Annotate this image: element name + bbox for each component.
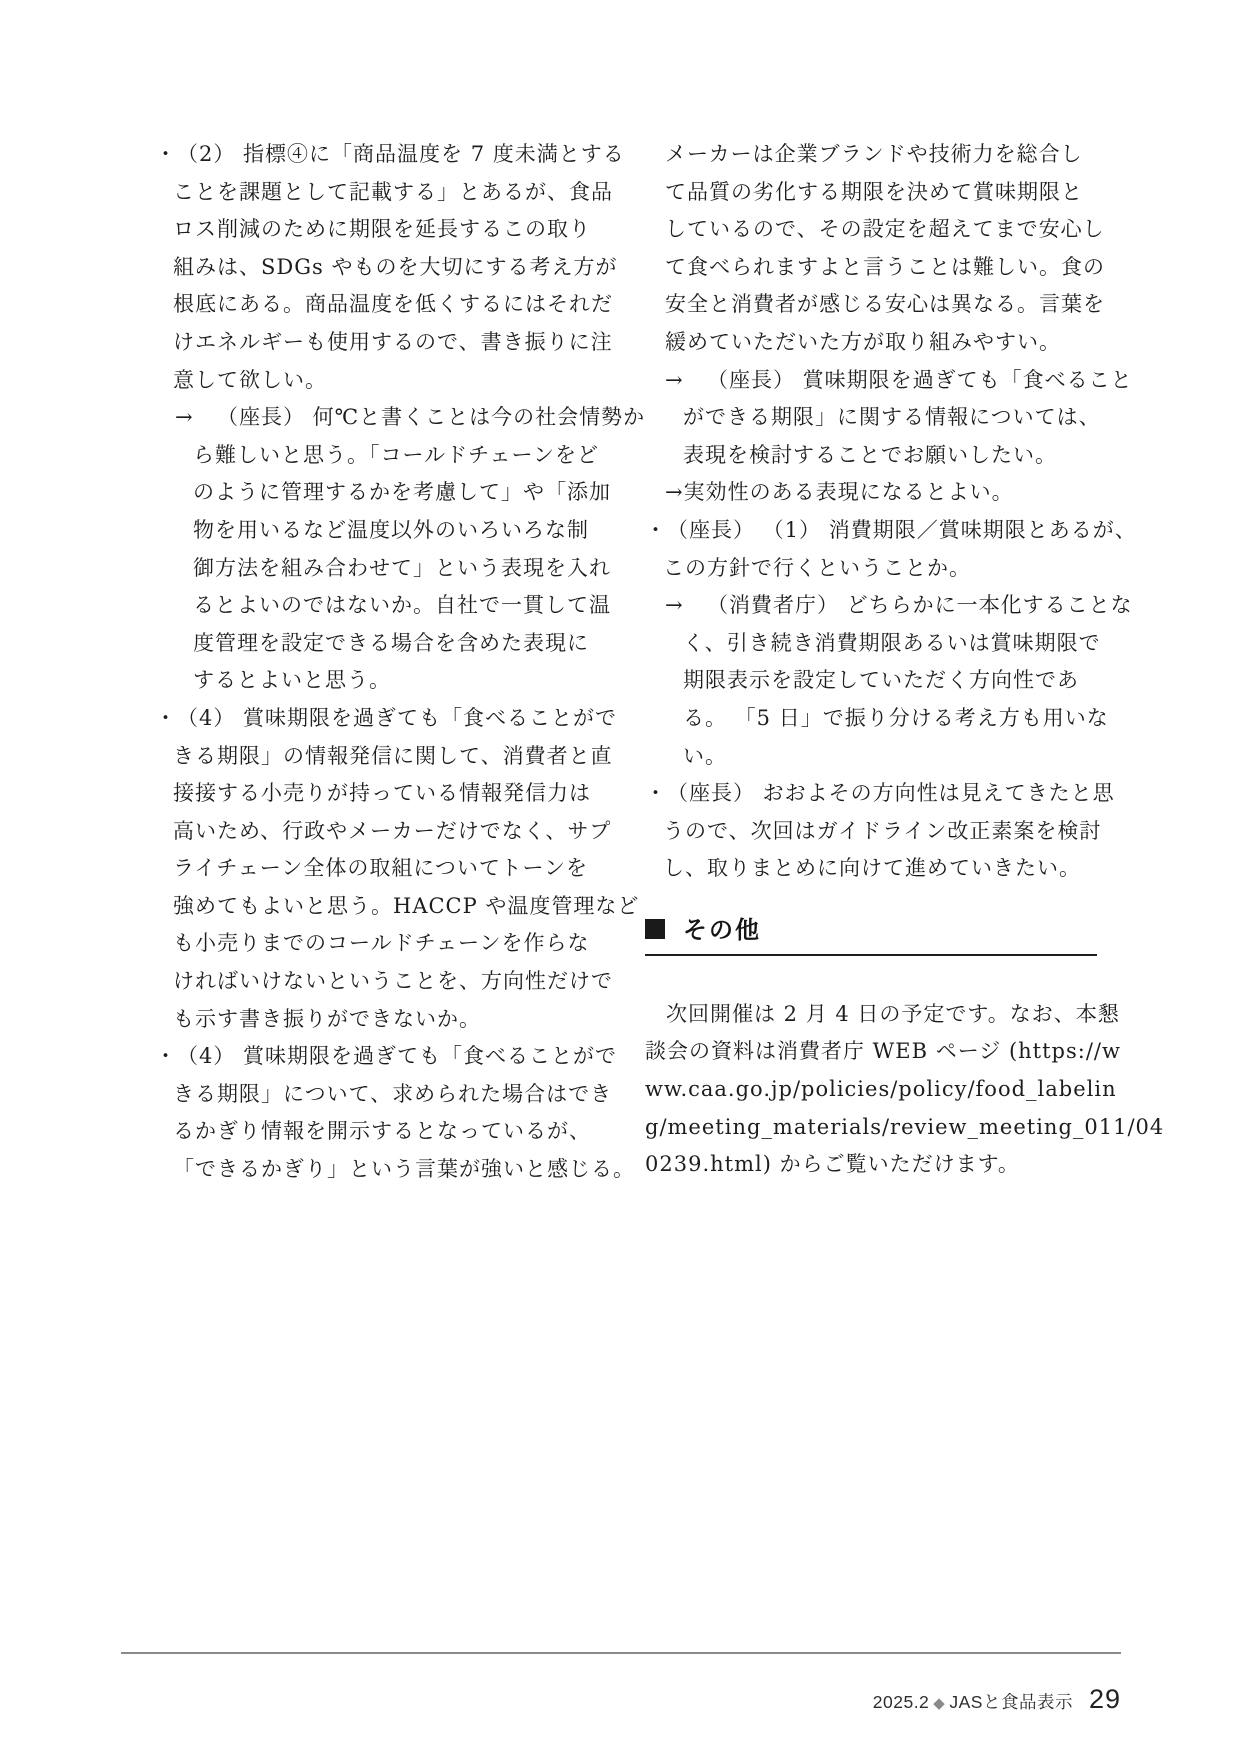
text-line: のように管理するかを考慮して」や「添加 <box>193 480 611 505</box>
text-line: ライチェーン全体の取組についてトーンを <box>173 856 589 881</box>
text-line: 次回開催は 2 月 4 日の予定です。なお、本懇 <box>666 1001 1120 1026</box>
text-column-left <box>155 136 646 1189</box>
arrow-marker: → <box>665 593 684 618</box>
text-line: 組みは、SDGs やものを大切にする考え方が <box>173 254 618 279</box>
text-block-plain <box>645 136 1105 362</box>
text-block-arrow <box>155 399 646 700</box>
text-line: 根底にある。商品温度を低くするにはそれだ <box>173 292 613 317</box>
text-line: 御方法を組み合わせて」という表現を入れ <box>193 555 611 580</box>
text-line: も示す書き振りができないか。 <box>173 1006 481 1031</box>
text-line: メーカーは企業ブランドや技術力を総合し <box>665 142 1083 166</box>
text-line: ww.caa.go.jp/policies/policy/food_labelin <box>645 1077 1117 1102</box>
text-line: この方針で行くということか。 <box>663 555 971 580</box>
text-line: ・（座長） おおよその方向性は見えてきたと思 <box>645 775 1097 813</box>
text-line: ・（座長） （1） 消費期限／賞味期限とあるが、 <box>645 512 1097 550</box>
diamond-icon: ◆ <box>933 1695 946 1712</box>
text-line: 安全と消費者が感じる安心は異なる。言葉を <box>665 292 1105 317</box>
section-heading-label: その他 <box>683 916 761 944</box>
bullet-marker: ・ <box>645 517 667 542</box>
text-line: 意して欲しい。 <box>173 367 327 392</box>
bullet-marker: ・ <box>155 705 177 730</box>
text-line: g/meeting_materials/review_meeting_011/04 <box>645 1114 1165 1139</box>
arrow-marker: → <box>665 367 684 392</box>
text-block-bullet <box>645 512 1137 587</box>
text-line: るとよいのではないか。自社で一貫して温 <box>193 593 611 618</box>
text-line: 強めてもよいと思う。HACCP や温度管理など <box>173 893 640 918</box>
text-block-bullet <box>155 700 640 1038</box>
text-line: ければいけないということを、方向性だけで <box>173 969 613 994</box>
text-line: て品質の劣化する期限を決めて賞味期限と <box>665 179 1083 204</box>
text-line: 緩めていただいた方が取り組みやすい。 <box>665 329 1061 354</box>
page-footer <box>873 1684 1121 1715</box>
text-line: ・（2） 指標④に「商品温度を 7 度未満とする <box>155 136 607 174</box>
text-line: するとよいと思う。 <box>193 668 391 693</box>
text-line: 表現を検討することでお願いしたい。 <box>683 442 1057 467</box>
text-block-arrow <box>645 362 1133 475</box>
text-block-arrow <box>645 587 1133 775</box>
text-line: て食べられますよと言うことは難しい。食の <box>665 254 1105 279</box>
text-line: 談会の資料は消費者庁 WEB ページ (https://w <box>645 1039 1121 1064</box>
bullet-marker: ・ <box>645 781 667 806</box>
text-line: も小売りまでのコールドチェーンを作らな <box>173 931 590 956</box>
text-line: 高いため、行政やメーカーだけでなく、サプ <box>173 818 612 843</box>
text-line: く、引き続き消費期限あるいは賞味期限で <box>683 630 1101 655</box>
text-line: きる期限」の情報発信に関して、消費者と直 <box>173 743 613 768</box>
text-line: ロス削減のために期限を延長するこの取り <box>173 217 591 242</box>
text-line: → （座長） 何℃と書くことは今の社会情勢か <box>155 399 607 437</box>
section-heading <box>645 918 1097 956</box>
footer-rule <box>121 1652 1121 1654</box>
arrow-marker: → <box>175 405 194 430</box>
text-block-bullet <box>155 136 625 399</box>
text-line: い。 <box>683 743 727 768</box>
text-line: ・（4） 賞味期限を過ぎても「食べることがで <box>155 700 607 738</box>
text-line: うので、次回はガイドライン改正素案を検討 <box>663 818 1102 843</box>
text-line: →実効性のある表現になるとよい。 <box>665 480 1014 505</box>
text-block-bullet <box>155 1038 635 1188</box>
text-line: ら難しいと思う。「コールドチェーンをど <box>193 442 600 467</box>
text-column-right <box>645 136 1165 1184</box>
text-line: けエネルギーも使用するので、書き振りに注 <box>173 329 613 354</box>
black-square-icon <box>645 919 665 939</box>
text-line: しているので、その設定を超えてまで安心し <box>665 217 1105 242</box>
text-block-arrownospace <box>645 474 1097 512</box>
bullet-marker: ・ <box>155 1044 177 1069</box>
text-line: 度管理を設定できる場合を含めた表現に <box>193 630 589 655</box>
bullet-marker: ・ <box>155 142 177 166</box>
text-block-bullet <box>645 775 1115 888</box>
text-line: 接接する小売りが持っている情報発信力は <box>173 781 591 806</box>
text-line: し、取りまとめに向けて進めていきたい。 <box>663 856 1081 881</box>
text-line: 期限表示を設定していただく方向性であ <box>683 668 1079 693</box>
text-line: る。 「5 日」で振り分ける考え方も用いな <box>683 705 1109 730</box>
text-line: → （消費者庁） どちらかに一本化することな <box>645 587 1097 625</box>
text-line: ・（4） 賞味期限を過ぎても「食べることがで <box>155 1038 607 1076</box>
text-line: → （座長） 賞味期限を過ぎても「食べること <box>645 362 1097 400</box>
text-line: 0239.html) からご覧いただけます。 <box>645 1152 1020 1177</box>
text-line: きる期限」について、求められた場合はでき <box>173 1081 613 1106</box>
text-line: るかぎり情報を開示するとなっているが、 <box>173 1119 591 1144</box>
text-line: 物を用いるなど温度以外のいろいろな制 <box>193 517 589 542</box>
page-number: 29 <box>1088 1684 1121 1714</box>
text-line: ことを課題として記載する」とあるが、食品 <box>173 179 613 204</box>
footer-publication: JASと食品表示 <box>949 1692 1073 1712</box>
text-line: ができる期限」に関する情報については、 <box>683 405 1101 430</box>
arrow-marker: → <box>665 480 684 505</box>
text-block-para <box>645 996 1165 1184</box>
text-line: 「できるかぎり」という言葉が強いと感じる。 <box>173 1157 635 1182</box>
footer-issue: 2025.2 <box>872 1692 930 1712</box>
